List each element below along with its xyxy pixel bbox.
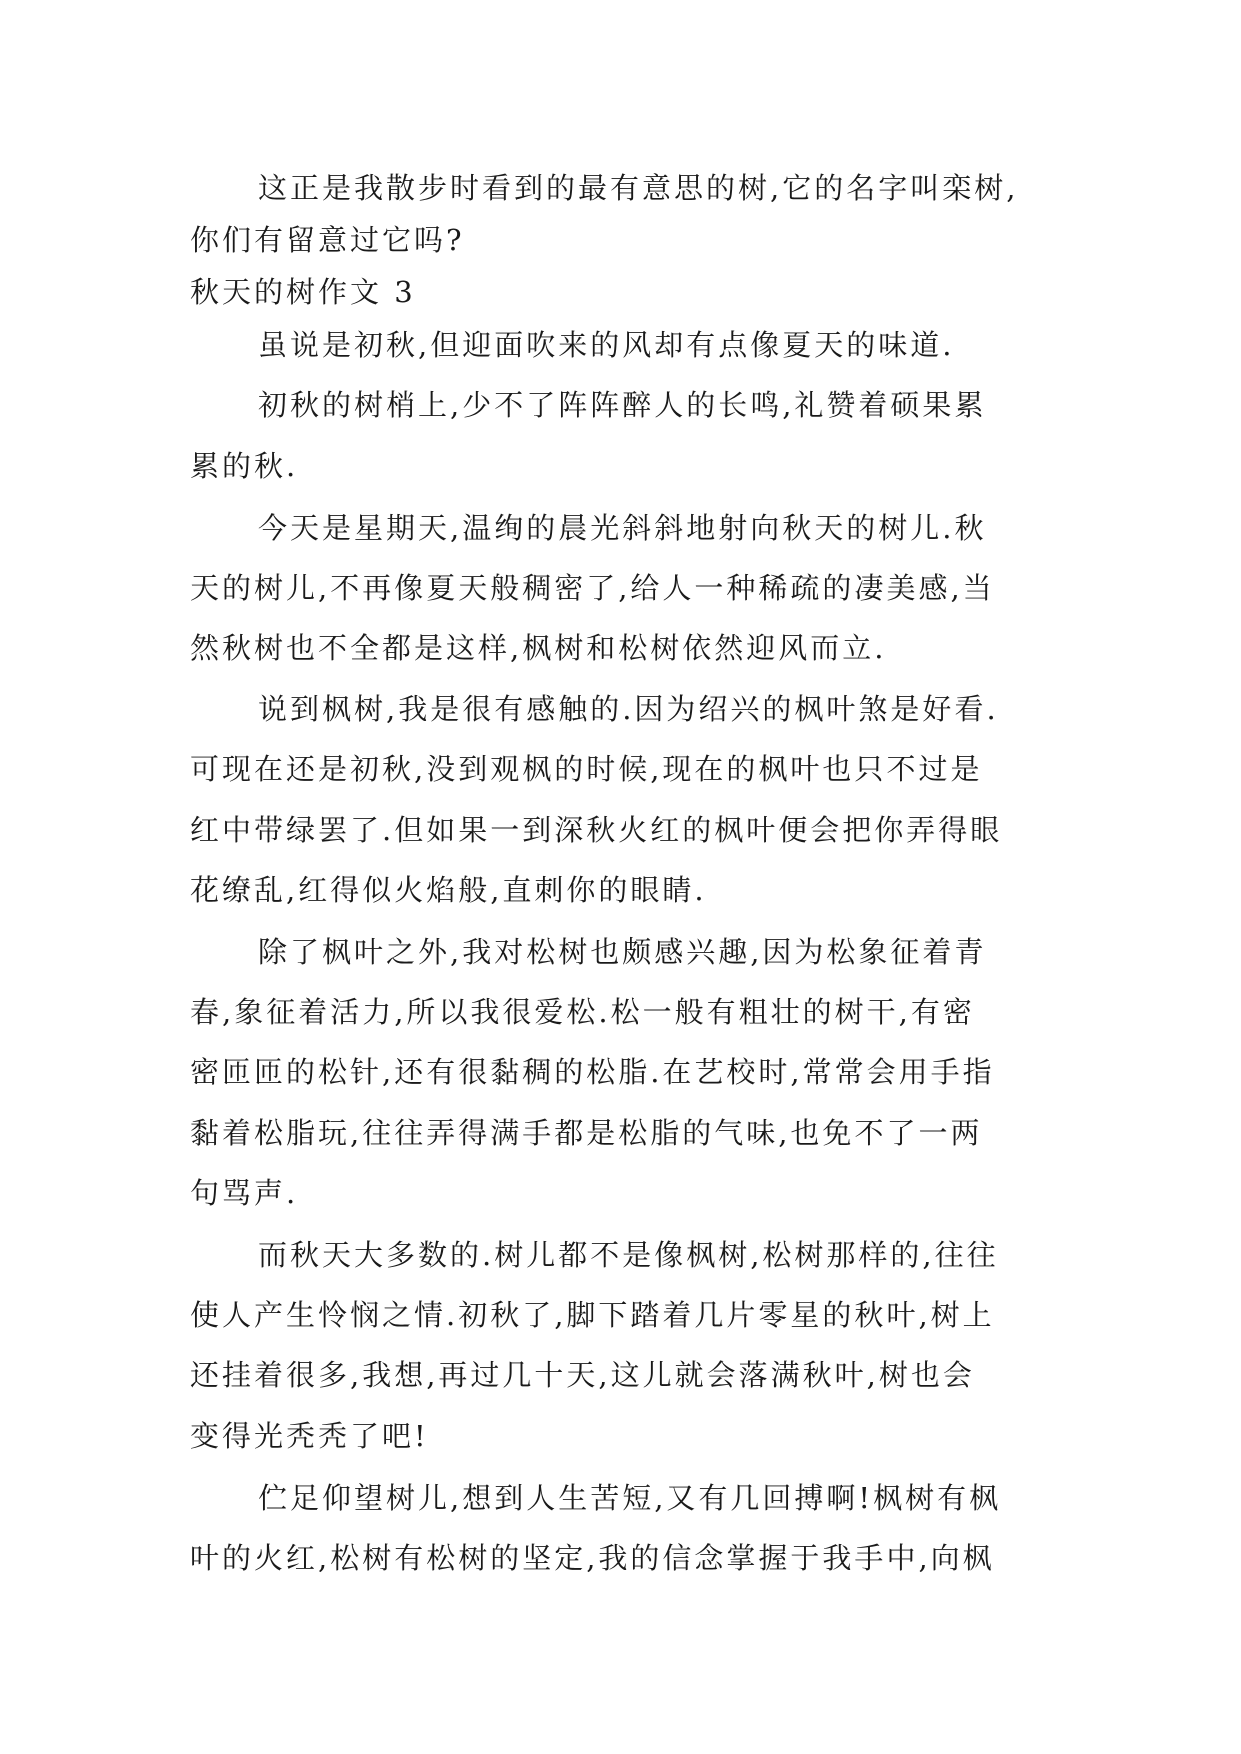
paragraph-line: 还挂着很多,我想,再过几十天,这儿就会落满秋叶,树也会	[190, 1358, 975, 1392]
paragraph-line: 密匝匝的松针,还有很黏稠的松脂.在艺校时,常常会用手指	[190, 1055, 995, 1089]
paragraph-line: 伫足仰望树儿,想到人生苦短,又有几回搏啊!枫树有枫	[258, 1481, 1002, 1515]
paragraph-line: 叶的火红,松树有松树的坚定,我的信念掌握于我手中,向枫	[190, 1541, 995, 1575]
paragraph-line: 红中带绿罢了.但如果一到深秋火红的枫叶便会把你弄得眼	[190, 813, 1003, 847]
paragraph-line: 花缭乱,红得似火焰般,直刺你的眼睛.	[190, 873, 707, 907]
paragraph-line: 今天是星期天,温绚的晨光斜斜地射向秋天的树儿.秋	[258, 511, 987, 545]
paragraph-line: 句骂声.	[190, 1176, 299, 1210]
paragraph-line: 说到枫树,我是很有感触的.因为绍兴的枫叶煞是好看.	[258, 692, 999, 726]
paragraph-line: 而秋天大多数的.树儿都不是像枫树,松树那样的,往往	[258, 1238, 999, 1272]
paragraph-line: 累的秋.	[190, 449, 299, 483]
paragraph-line: 这正是我散步时看到的最有意思的树,它的名字叫栾树,	[258, 171, 1019, 205]
paragraph-line: 天的树儿,不再像夏天般稠密了,给人一种稀疏的凄美感,当	[190, 571, 995, 605]
paragraph-line: 然秋树也不全都是这样,枫树和松树依然迎风而立.	[190, 631, 887, 665]
paragraph-line: 虽说是初秋,但迎面吹来的风却有点像夏天的味道.	[258, 328, 955, 362]
section-heading: 秋天的树作文 3	[190, 275, 416, 309]
paragraph-line: 初秋的树梢上,少不了阵阵醉人的长鸣,礼赞着硕果累	[258, 388, 987, 422]
paragraph-line: 变得光秃秃了吧!	[190, 1419, 429, 1453]
paragraph-line: 除了枫叶之外,我对松树也颇感兴趣,因为松象征着青	[258, 935, 987, 969]
paragraph-line: 黏着松脂玩,往往弄得满手都是松脂的气味,也免不了一两	[190, 1116, 983, 1150]
paragraph-line: 春,象征着活力,所以我很爱松.松一般有粗壮的树干,有密	[190, 995, 975, 1029]
paragraph-line: 使人产生怜悯之情.初秋了,脚下踏着几片零星的秋叶,树上	[190, 1298, 995, 1332]
paragraph-line: 可现在还是初秋,没到观枫的时候,现在的枫叶也只不过是	[190, 752, 983, 786]
paragraph-line: 你们有留意过它吗?	[190, 223, 465, 257]
